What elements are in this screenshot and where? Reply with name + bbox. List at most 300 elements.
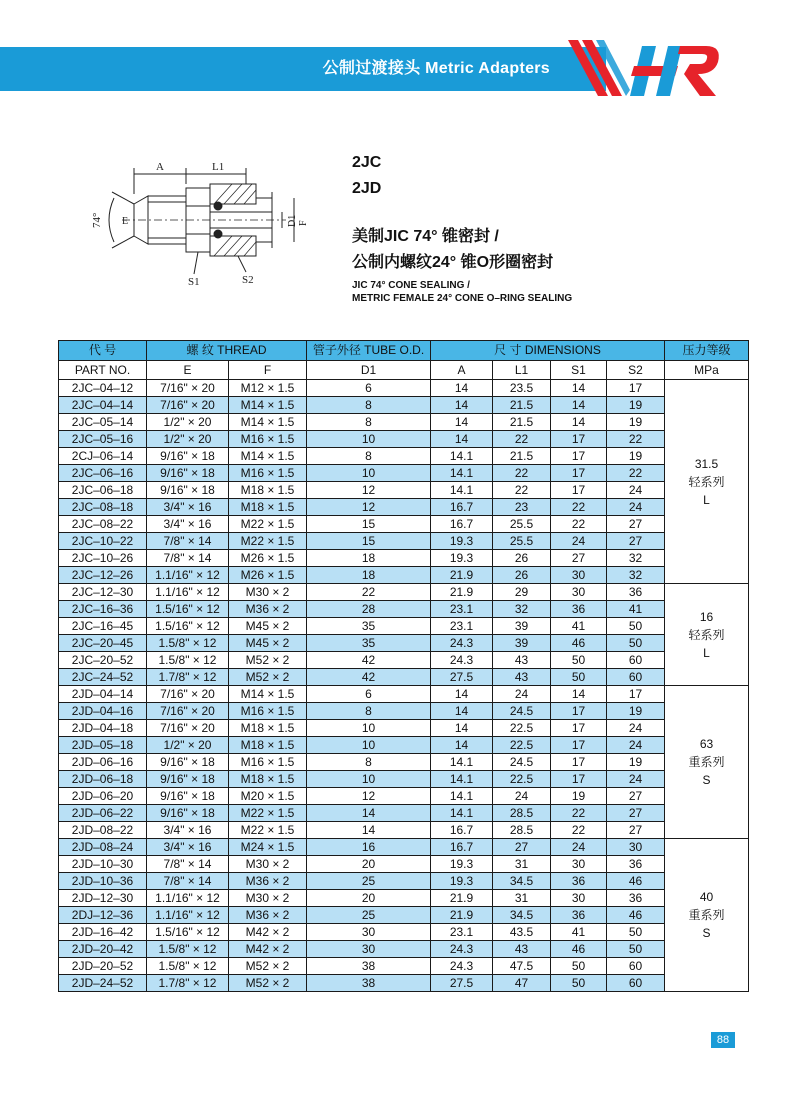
product-title-en — [352, 279, 572, 305]
cell-thread-f: M26 × 1.5 — [229, 550, 307, 567]
pressure-letter: S — [702, 926, 711, 940]
cell-thread-f: M45 × 2 — [229, 618, 307, 635]
cell-dim-s1: 17 — [551, 465, 607, 482]
cell-thread-f: M22 × 1.5 — [229, 822, 307, 839]
table-row — [59, 550, 749, 567]
cell-dim-a: 14 — [431, 414, 493, 431]
table-row — [59, 822, 749, 839]
table-row — [59, 907, 749, 924]
cell-dim-a: 19.3 — [431, 873, 493, 890]
cell-dim-a: 27.5 — [431, 669, 493, 686]
cell-tube-d1: 8 — [307, 414, 431, 431]
cell-dim-s1: 27 — [551, 550, 607, 567]
table-row — [59, 958, 749, 975]
cell-thread-e: 1.5/8" × 12 — [147, 941, 229, 958]
cell-thread-e: 1.1/16" × 12 — [147, 567, 229, 584]
cell-dim-s2: 24 — [607, 771, 665, 788]
cell-dim-s2: 36 — [607, 856, 665, 873]
cell-dim-l1: 23.5 — [493, 380, 551, 397]
table-row — [59, 618, 749, 635]
cell-dim-l1: 43 — [493, 669, 551, 686]
cell-tube-d1: 15 — [307, 516, 431, 533]
cell-dim-a: 14.1 — [431, 771, 493, 788]
cell-dim-s1: 41 — [551, 618, 607, 635]
cell-part-no: 2JC–08–18 — [59, 499, 147, 516]
cell-thread-f: M14 × 1.5 — [229, 414, 307, 431]
cell-part-no: 2JC–04–14 — [59, 397, 147, 414]
dim-label-d1: D1 — [287, 214, 298, 227]
cell-dim-l1: 28.5 — [493, 822, 551, 839]
table-header-row-2 — [59, 361, 749, 380]
cell-dim-l1: 25.5 — [493, 516, 551, 533]
cell-dim-s1: 17 — [551, 448, 607, 465]
cell-dim-s2: 24 — [607, 720, 665, 737]
cell-dim-a: 24.3 — [431, 635, 493, 652]
cell-dim-s1: 46 — [551, 635, 607, 652]
cell-thread-f: M52 × 2 — [229, 975, 307, 992]
cell-thread-f: M18 × 1.5 — [229, 771, 307, 788]
table-row — [59, 567, 749, 584]
cell-dim-s1: 14 — [551, 380, 607, 397]
cell-dim-s1: 14 — [551, 414, 607, 431]
table-row — [59, 465, 749, 482]
company-logo — [628, 36, 724, 102]
cell-dim-s2: 30 — [607, 839, 665, 856]
cell-dim-l1: 21.5 — [493, 397, 551, 414]
cell-thread-f: M30 × 2 — [229, 890, 307, 907]
cell-dim-s2: 27 — [607, 805, 665, 822]
cell-part-no: 2JC–16–36 — [59, 601, 147, 618]
cell-thread-f: M22 × 1.5 — [229, 533, 307, 550]
cell-tube-d1: 8 — [307, 703, 431, 720]
cell-dim-s1: 41 — [551, 924, 607, 941]
cell-dim-a: 14.1 — [431, 754, 493, 771]
table-row — [59, 652, 749, 669]
cell-part-no: 2JC–04–12 — [59, 380, 147, 397]
cell-part-no: 2DJ–12–36 — [59, 907, 147, 924]
cell-dim-a: 14 — [431, 431, 493, 448]
cell-thread-e: 9/16" × 18 — [147, 448, 229, 465]
cell-dim-s1: 24 — [551, 533, 607, 550]
cell-dim-s1: 30 — [551, 584, 607, 601]
cell-part-no: 2JC–10–26 — [59, 550, 147, 567]
cell-tube-d1: 38 — [307, 975, 431, 992]
cell-dim-a: 23.1 — [431, 618, 493, 635]
cell-part-no: 2JD–04–18 — [59, 720, 147, 737]
cell-thread-e: 1.5/8" × 12 — [147, 635, 229, 652]
cell-tube-d1: 10 — [307, 771, 431, 788]
table-row — [59, 533, 749, 550]
cell-tube-d1: 35 — [307, 618, 431, 635]
cell-tube-d1: 10 — [307, 720, 431, 737]
pressure-value: 40 — [699, 890, 714, 904]
cell-thread-f: M14 × 1.5 — [229, 397, 307, 414]
cell-thread-e: 1.5/8" × 12 — [147, 652, 229, 669]
cell-dim-l1: 43 — [493, 652, 551, 669]
cell-thread-e: 3/4" × 16 — [147, 839, 229, 856]
dim-label-a: A — [156, 161, 164, 173]
cell-thread-f: M18 × 1.5 — [229, 499, 307, 516]
cell-dim-a: 14.1 — [431, 805, 493, 822]
pressure-series: 重系列 — [688, 755, 725, 769]
cell-dim-l1: 47.5 — [493, 958, 551, 975]
cell-dim-s1: 36 — [551, 907, 607, 924]
cell-part-no: 2JC–10–22 — [59, 533, 147, 550]
page-title: 公制过渡接头 Metric Adapters — [322, 60, 550, 77]
cell-dim-l1: 31 — [493, 890, 551, 907]
pressure-letter: L — [703, 645, 710, 660]
cell-dim-s2: 19 — [607, 414, 665, 431]
cell-dim-l1: 22.5 — [493, 771, 551, 788]
cell-dim-s1: 50 — [551, 669, 607, 686]
table-row — [59, 499, 749, 516]
header-part-no: PART NO. — [59, 361, 147, 380]
cell-dim-a: 19.3 — [431, 550, 493, 567]
cell-dim-a: 14 — [431, 720, 493, 737]
cell-tube-d1: 22 — [307, 584, 431, 601]
cell-tube-d1: 10 — [307, 431, 431, 448]
cell-thread-e: 7/16" × 20 — [147, 686, 229, 703]
cell-dim-s1: 36 — [551, 873, 607, 890]
cell-dim-s1: 19 — [551, 788, 607, 805]
page-number: 88 — [711, 1032, 735, 1048]
cell-dim-a: 14 — [431, 686, 493, 703]
cell-part-no: 2JD–06–20 — [59, 788, 147, 805]
cell-thread-e: 1.7/8" × 12 — [147, 975, 229, 992]
spec-table — [58, 340, 749, 992]
cell-thread-e: 7/8" × 14 — [147, 856, 229, 873]
cell-dim-l1: 22 — [493, 431, 551, 448]
cell-dim-a: 14.1 — [431, 788, 493, 805]
cell-tube-d1: 20 — [307, 856, 431, 873]
table-row — [59, 686, 749, 703]
product-title-en-line1: JIC 74° CONE SEALING / — [352, 280, 470, 291]
cell-tube-d1: 30 — [307, 924, 431, 941]
cell-dim-s1: 17 — [551, 771, 607, 788]
cell-thread-f: M36 × 2 — [229, 873, 307, 890]
cell-thread-e: 1/2" × 20 — [147, 737, 229, 754]
cell-tube-d1: 14 — [307, 822, 431, 839]
cell-dim-a: 14.1 — [431, 482, 493, 499]
product-title-cn — [352, 224, 553, 276]
cell-dim-s2: 60 — [607, 958, 665, 975]
cell-part-no: 2JD–04–14 — [59, 686, 147, 703]
dim-label-e: E — [122, 216, 129, 227]
cell-dim-l1: 22 — [493, 465, 551, 482]
cell-thread-f: M14 × 1.5 — [229, 448, 307, 465]
cell-thread-e: 7/16" × 20 — [147, 720, 229, 737]
cell-tube-d1: 14 — [307, 805, 431, 822]
pressure-letter: L — [703, 492, 710, 507]
cell-dim-a: 14.1 — [431, 465, 493, 482]
header-band — [0, 47, 606, 91]
cell-dim-s2: 60 — [607, 669, 665, 686]
cell-dim-s2: 27 — [607, 822, 665, 839]
cell-dim-s1: 30 — [551, 890, 607, 907]
cell-dim-s2: 17 — [607, 686, 665, 703]
decorative-stripes — [560, 40, 630, 102]
cell-thread-e: 1.1/16" × 12 — [147, 907, 229, 924]
cell-dim-a: 19.3 — [431, 533, 493, 550]
cell-thread-f: M52 × 2 — [229, 958, 307, 975]
header-f: F — [229, 361, 307, 380]
table-row — [59, 431, 749, 448]
cell-thread-f: M18 × 1.5 — [229, 720, 307, 737]
pressure-group — [665, 584, 749, 686]
cell-dim-a: 24.3 — [431, 941, 493, 958]
cell-dim-a: 23.1 — [431, 601, 493, 618]
cell-thread-e: 1.1/16" × 12 — [147, 890, 229, 907]
table-row — [59, 669, 749, 686]
table-row — [59, 720, 749, 737]
cell-dim-s2: 46 — [607, 873, 665, 890]
cell-dim-a: 21.9 — [431, 890, 493, 907]
cell-dim-s1: 50 — [551, 975, 607, 992]
cell-dim-l1: 22.5 — [493, 737, 551, 754]
cell-part-no: 2JC–20–45 — [59, 635, 147, 652]
cell-dim-l1: 25.5 — [493, 533, 551, 550]
cell-dim-s2: 19 — [607, 703, 665, 720]
cell-thread-e: 9/16" × 18 — [147, 771, 229, 788]
table-row — [59, 414, 749, 431]
cell-dim-l1: 28.5 — [493, 805, 551, 822]
cell-tube-d1: 25 — [307, 907, 431, 924]
cell-part-no: 2JC–20–52 — [59, 652, 147, 669]
cell-dim-s2: 24 — [607, 737, 665, 754]
cell-tube-d1: 18 — [307, 550, 431, 567]
cell-dim-l1: 43 — [493, 941, 551, 958]
cell-part-no: 2JD–05–18 — [59, 737, 147, 754]
cell-dim-s1: 17 — [551, 737, 607, 754]
cell-dim-s2: 22 — [607, 431, 665, 448]
cell-part-no: 2JD–08–22 — [59, 822, 147, 839]
cell-dim-s1: 14 — [551, 397, 607, 414]
header-mpa: MPa — [665, 361, 749, 380]
cell-thread-f: M18 × 1.5 — [229, 737, 307, 754]
cell-part-no: 2JD–06–16 — [59, 754, 147, 771]
cell-part-no: 2JC–24–52 — [59, 669, 147, 686]
cell-tube-d1: 12 — [307, 482, 431, 499]
cell-dim-s2: 50 — [607, 924, 665, 941]
table-row — [59, 856, 749, 873]
cell-part-no: 2JD–06–18 — [59, 771, 147, 788]
cell-thread-f: M16 × 1.5 — [229, 431, 307, 448]
cell-thread-e: 1.1/16" × 12 — [147, 584, 229, 601]
cell-thread-f: M45 × 2 — [229, 635, 307, 652]
dim-label-l1: L1 — [212, 161, 225, 173]
cell-tube-d1: 38 — [307, 958, 431, 975]
cell-dim-a: 21.9 — [431, 907, 493, 924]
cell-dim-s2: 36 — [607, 584, 665, 601]
table-row — [59, 584, 749, 601]
table-row — [59, 873, 749, 890]
cell-dim-s2: 24 — [607, 482, 665, 499]
cell-tube-d1: 8 — [307, 754, 431, 771]
header-l1: L1 — [493, 361, 551, 380]
cell-dim-l1: 34.5 — [493, 907, 551, 924]
cell-thread-f: M20 × 1.5 — [229, 788, 307, 805]
cell-thread-e: 3/4" × 16 — [147, 516, 229, 533]
cell-dim-a: 16.7 — [431, 822, 493, 839]
cell-part-no: 2JD–10–30 — [59, 856, 147, 873]
header-tube-od: 管子外径 TUBE O.D. — [307, 341, 431, 361]
cell-thread-f: M52 × 2 — [229, 652, 307, 669]
cell-thread-f: M14 × 1.5 — [229, 686, 307, 703]
cell-thread-f: M30 × 2 — [229, 856, 307, 873]
cell-dim-s2: 50 — [607, 635, 665, 652]
pressure-value: 31.5 — [694, 456, 719, 471]
table-row — [59, 890, 749, 907]
cell-thread-e: 1.5/16" × 12 — [147, 618, 229, 635]
dim-label-s1: S1 — [188, 276, 200, 288]
header-a: A — [431, 361, 493, 380]
cell-dim-a: 21.9 — [431, 584, 493, 601]
cell-dim-l1: 24.5 — [493, 754, 551, 771]
cell-dim-s2: 36 — [607, 890, 665, 907]
cell-dim-s2: 32 — [607, 550, 665, 567]
cell-dim-s2: 60 — [607, 975, 665, 992]
pressure-group — [665, 686, 749, 839]
cell-dim-s2: 32 — [607, 567, 665, 584]
cell-dim-l1: 27 — [493, 839, 551, 856]
cell-dim-s1: 24 — [551, 839, 607, 856]
dim-label-f: F — [298, 220, 309, 226]
cell-dim-s2: 60 — [607, 652, 665, 669]
pressure-series: 重系列 — [688, 908, 725, 922]
cell-dim-l1: 24 — [493, 686, 551, 703]
pressure-value: 63 — [699, 737, 714, 751]
cell-dim-l1: 24.5 — [493, 703, 551, 720]
cell-thread-e: 1/2" × 20 — [147, 414, 229, 431]
header-s1: S1 — [551, 361, 607, 380]
cell-part-no: 2JC–12–30 — [59, 584, 147, 601]
table-row — [59, 703, 749, 720]
cell-dim-s1: 30 — [551, 856, 607, 873]
dim-label-s2: S2 — [242, 274, 254, 286]
cell-dim-a: 14.1 — [431, 448, 493, 465]
header-d1: D1 — [307, 361, 431, 380]
pressure-group — [665, 380, 749, 584]
cell-tube-d1: 8 — [307, 397, 431, 414]
cell-dim-l1: 29 — [493, 584, 551, 601]
table-row — [59, 380, 749, 397]
header-code: 代 号 — [59, 341, 147, 361]
cell-dim-a: 16.7 — [431, 516, 493, 533]
cell-dim-s2: 24 — [607, 499, 665, 516]
cell-thread-e: 1.5/16" × 12 — [147, 924, 229, 941]
cell-thread-e: 1/2" × 20 — [147, 431, 229, 448]
cell-dim-l1: 31 — [493, 856, 551, 873]
cell-tube-d1: 20 — [307, 890, 431, 907]
product-code-2jd: 2JD — [352, 180, 382, 197]
cell-tube-d1: 28 — [307, 601, 431, 618]
pressure-group — [665, 839, 749, 992]
cell-part-no: 2JD–24–52 — [59, 975, 147, 992]
cell-dim-s2: 17 — [607, 380, 665, 397]
cell-dim-s2: 19 — [607, 754, 665, 771]
table-header-row-1 — [59, 341, 749, 361]
table-row — [59, 601, 749, 618]
header-pressure: 压力等级 — [665, 341, 749, 361]
table-row — [59, 788, 749, 805]
cell-dim-l1: 22 — [493, 482, 551, 499]
cell-tube-d1: 42 — [307, 669, 431, 686]
cell-tube-d1: 10 — [307, 465, 431, 482]
cell-tube-d1: 12 — [307, 788, 431, 805]
cell-dim-s1: 50 — [551, 652, 607, 669]
cell-dim-a: 23.1 — [431, 924, 493, 941]
cell-part-no: 2JD–06–22 — [59, 805, 147, 822]
cell-thread-f: M16 × 1.5 — [229, 465, 307, 482]
cell-dim-a: 19.3 — [431, 856, 493, 873]
pressure-series: 轻系列 — [688, 474, 725, 489]
cell-tube-d1: 8 — [307, 448, 431, 465]
cell-dim-l1: 39 — [493, 635, 551, 652]
table-row — [59, 839, 749, 856]
cell-thread-f: M26 × 1.5 — [229, 567, 307, 584]
table-row — [59, 941, 749, 958]
product-code-2jc: 2JC — [352, 154, 382, 171]
table-row — [59, 482, 749, 499]
cell-thread-f: M42 × 2 — [229, 941, 307, 958]
pressure-value: 16 — [699, 609, 714, 624]
cell-dim-a: 16.7 — [431, 499, 493, 516]
cell-dim-l1: 22.5 — [493, 720, 551, 737]
cell-dim-s2: 50 — [607, 941, 665, 958]
cell-dim-s2: 19 — [607, 448, 665, 465]
cell-part-no: 2JD–08–24 — [59, 839, 147, 856]
cell-tube-d1: 6 — [307, 380, 431, 397]
cell-thread-f: M36 × 2 — [229, 907, 307, 924]
cell-tube-d1: 30 — [307, 941, 431, 958]
cell-part-no: 2JD–20–52 — [59, 958, 147, 975]
table-row — [59, 737, 749, 754]
cell-part-no: 2JC–12–26 — [59, 567, 147, 584]
table-row — [59, 975, 749, 992]
cell-part-no: 2JC–06–18 — [59, 482, 147, 499]
cell-dim-l1: 47 — [493, 975, 551, 992]
pressure-letter: S — [702, 773, 711, 787]
cell-tube-d1: 12 — [307, 499, 431, 516]
cell-tube-d1: 16 — [307, 839, 431, 856]
cell-part-no: 2JC–16–45 — [59, 618, 147, 635]
cell-thread-e: 9/16" × 18 — [147, 754, 229, 771]
cell-dim-l1: 34.5 — [493, 873, 551, 890]
cell-dim-l1: 21.5 — [493, 414, 551, 431]
cell-thread-f: M22 × 1.5 — [229, 805, 307, 822]
cell-thread-e: 7/16" × 20 — [147, 380, 229, 397]
cell-dim-s1: 22 — [551, 499, 607, 516]
cell-part-no: 2JC–06–16 — [59, 465, 147, 482]
cell-tube-d1: 35 — [307, 635, 431, 652]
cell-dim-s1: 17 — [551, 482, 607, 499]
cell-tube-d1: 25 — [307, 873, 431, 890]
cell-dim-l1: 26 — [493, 550, 551, 567]
cell-thread-e: 7/16" × 20 — [147, 397, 229, 414]
product-title-en-line2: METRIC FEMALE 24° CONE O–RING SEALING — [352, 293, 573, 304]
cell-part-no: 2JD–16–42 — [59, 924, 147, 941]
table-row — [59, 397, 749, 414]
cell-dim-l1: 43.5 — [493, 924, 551, 941]
cell-thread-f: M16 × 1.5 — [229, 754, 307, 771]
cell-dim-s1: 17 — [551, 431, 607, 448]
cell-dim-a: 14 — [431, 380, 493, 397]
cell-thread-f: M42 × 2 — [229, 924, 307, 941]
table-row — [59, 771, 749, 788]
cell-thread-e: 9/16" × 18 — [147, 805, 229, 822]
cell-dim-l1: 39 — [493, 618, 551, 635]
table-row — [59, 516, 749, 533]
